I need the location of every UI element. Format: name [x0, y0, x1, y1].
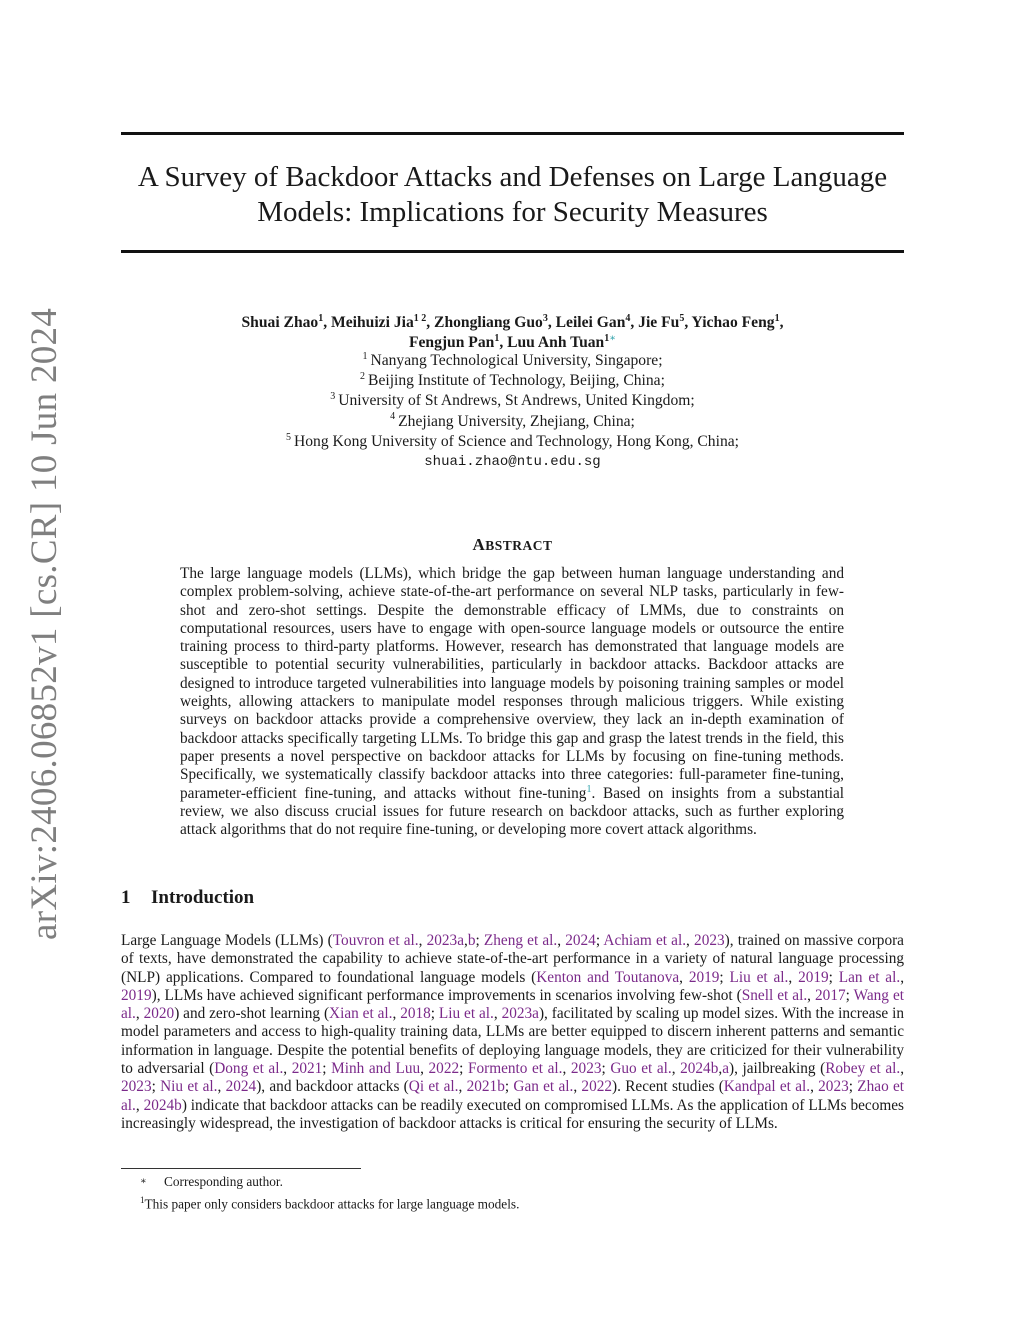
citation-link[interactable]: a [722, 1060, 729, 1078]
citation-link[interactable]: Gan et al. [513, 1078, 574, 1096]
affiliation: $^1$ Nanyang Technological University, Singapore; [362, 350, 663, 369]
citation-link[interactable]: 2024 [225, 1078, 257, 1096]
introduction-paragraph: Large Language Models (LLMs) (Touvron et al., 2023a,b; Zheng et al., 2024; Achiam et al., 2023), trained on massive corpora of texts, have demonstrated the capability to achieve state-of-the-art performance in a variety of natural language processing (NLP) applications. Compared to foundational language models (Kenton and Toutanova, 2019; Liu et al., 2019; Lan et al., 2019), LLMs have achieved significant performance improvements in scenarios involving few-shot (Snell et al., 2017; Wang et al., 2020) and zero-shot learning (Xian et al., 2018; Liu et al., 2023a), facilitated by scaling up model sizes. With the increase in model parameters and access to high-quality training data, LLMs are better equipped to discern inherent patterns and semantic information in language. Despite the potential benefits of deploying language models, they are criticized for their vulnerability to adversarial (Dong et al., 2021; Minh and Luu, 2022; Formento et al., 2023; Guo et al., 2024b,a), jailbreaking (Robey et al., 2023; Niu et al., 2024), and backdoor attacks (Qi et al., 2021b; Gan et al., 2022). Recent studies (Kandpal et al., 2023; Zhao et al., 2024b) indicate that backdoor attacks can be readily executed on compromised LLMs. As the application of LLMs becomes increasingly widespread, the investigation of backdoor attacks is critical for ensuring the security of LLMs. [121, 932, 905, 1132]
footnote-corresponding-author: ∗ Corresponding author. [140, 1174, 283, 1189]
citation-link[interactable]: Dong et al. [214, 1060, 284, 1078]
citation-link[interactable]: 2019 [688, 968, 720, 986]
title-line-1: A Survey of Backdoor Attacks and Defenses on Large Language [137, 161, 888, 193]
author: Meihuizi Jia$^{1 2}$, [331, 312, 435, 331]
citation-link[interactable]: 2018 [400, 1005, 431, 1023]
footnote-1: $^1$This paper only considers backdoor attacks for large language models. [140, 1195, 520, 1212]
citation-link[interactable]: 2021 [291, 1060, 323, 1078]
affiliation: $^4$ Zhejiang University, Zhejiang, China; [390, 411, 635, 430]
title-rule-bottom [121, 250, 904, 253]
title-line-2: Models: Implications for Security Measures [257, 196, 768, 228]
affiliation: $^2$ Beijing Institute of Technology, Beijing, China; [360, 371, 665, 390]
citation-link[interactable]: 2019 [121, 986, 152, 1004]
citation-link[interactable]: 2022 [428, 1060, 460, 1078]
citation-link[interactable]: Kandpal et al. [723, 1078, 811, 1096]
citation-link[interactable]: Touvron et al. [332, 932, 419, 949]
citation-link[interactable]: Qi et al. [408, 1078, 459, 1096]
citation-link[interactable]: 2023a [426, 932, 464, 949]
affiliation: $^3$ University of St Andrews, St Andrews, United Kingdom; [330, 391, 695, 410]
author-email: shuai.zhao@ntu.edu.sg [424, 454, 601, 471]
citation-link[interactable]: Zheng et al. [483, 932, 558, 949]
citation-link[interactable]: 2023 [121, 1078, 152, 1096]
title-rule-top [121, 132, 904, 135]
author: Jie Fu$^5$, [638, 312, 692, 331]
corresponding-author-link[interactable]: ∗ [609, 332, 617, 344]
citation-link[interactable]: 2024b [143, 1096, 182, 1114]
citation-link[interactable]: Robey et al. [825, 1060, 901, 1078]
citation-link[interactable]: 2024b [680, 1060, 719, 1078]
author: Leilei Gan$^4$, [555, 312, 639, 331]
citation-link[interactable]: Formento et al. [467, 1060, 563, 1078]
citation-link[interactable]: Minh and Luu [331, 1060, 421, 1078]
citation-link[interactable]: Snell et al. [741, 986, 808, 1004]
footnote-rule [121, 1168, 361, 1169]
citation-link[interactable]: 2017 [815, 986, 846, 1004]
affiliation-list [121, 351, 904, 472]
citation-link[interactable]: 2023 [818, 1078, 849, 1096]
affiliation: $^5$ Hong Kong University of Science and Technology, Hong Kong, China; [286, 431, 739, 450]
section-heading-introduction: 1 Introduction [121, 887, 255, 908]
footnote-link[interactable]: 1 [586, 783, 592, 795]
citation-link[interactable]: 2021b [466, 1078, 505, 1096]
citation-link[interactable]: Achiam et al. [603, 932, 687, 949]
citation-link[interactable]: Liu et al. [438, 1005, 494, 1023]
author: Fengjun Pan$^1$, [408, 332, 508, 351]
citation-link[interactable]: 2023 [570, 1060, 602, 1078]
citation-link[interactable]: 2024 [565, 932, 596, 949]
author: Yichao Feng$^1$, [691, 312, 784, 331]
paper-title [121, 160, 904, 230]
citation-link[interactable]: Zhao et al. [121, 1078, 905, 1114]
citation-link[interactable]: Niu et al. [160, 1078, 218, 1096]
citation-link[interactable]: b [467, 932, 476, 949]
citation-link[interactable]: 2023a [501, 1005, 539, 1023]
author: Zhongliang Guo$^3$, [434, 312, 556, 331]
citation-link[interactable]: Kenton and Toutanova [536, 968, 680, 986]
arxiv-identifier: arXiv:2406.06852v1 [cs.CR] 10 Jun 2024 [24, 307, 65, 940]
citation-link[interactable]: Wang et al. [121, 986, 904, 1023]
citation-link[interactable]: Xian et al. [329, 1005, 393, 1023]
citation-link[interactable]: 2019 [798, 968, 829, 986]
author: Shuai Zhao$^1$, [241, 312, 332, 331]
author-list [121, 313, 904, 353]
citation-link[interactable]: Guo et al. [610, 1060, 672, 1078]
citation-link[interactable]: 2022 [581, 1078, 613, 1096]
citation-link[interactable]: 2020 [143, 1005, 175, 1023]
footnotes [121, 1173, 904, 1213]
abstract-heading: ABSTRACT [472, 535, 553, 554]
citation-link[interactable]: Lan et al. [838, 968, 901, 986]
citation-link[interactable]: Liu et al. [729, 968, 789, 986]
abstract-body: The large language models (LLMs), which bridge the gap between human language understanding and complex problem-solving, achieve state-of-the-art performance on several NLP tasks, particularly in few-shot and zero-shot settings. Despite the demonstrable efficacy of LMMs, due to constraints on computational resources, users have to engage with open-source language models or outsource the entire training process to third-party platforms. However, research has demonstrated that language models are susceptible to potential security vulnerabilities, particularly in backdoor attacks. Backdoor attacks are designed to introduce targeted vulnerabilities into language models by poisoning training samples or model weights, allowing attackers to manipulate model responses through malicious triggers. While existing surveys on backdoor attacks provide a comprehensive overview, they lack an in-depth examination of backdoor attacks specifically targeting LLMs. To bridge this gap and grasp the latest trends in the field, this paper presents a novel perspective on backdoor attacks for LLMs by focusing on fine-tuning methods. Specifically, we systematically classify backdoor attacks into three categories: full-parameter fine-tuning, parameter-efficient fine-tuning, and attacks without fine-tuning$^1$. Based on insights from a substantial review, we also discuss crucial issues for future research on backdoor attacks, such as further exploring attack algorithms that do not require fine-tuning, or developing more covert attack algorithms. [180, 565, 844, 839]
citation-link[interactable]: 2023 [694, 932, 725, 949]
author: Luu Anh Tuan$^{1∗}$ [507, 332, 617, 351]
